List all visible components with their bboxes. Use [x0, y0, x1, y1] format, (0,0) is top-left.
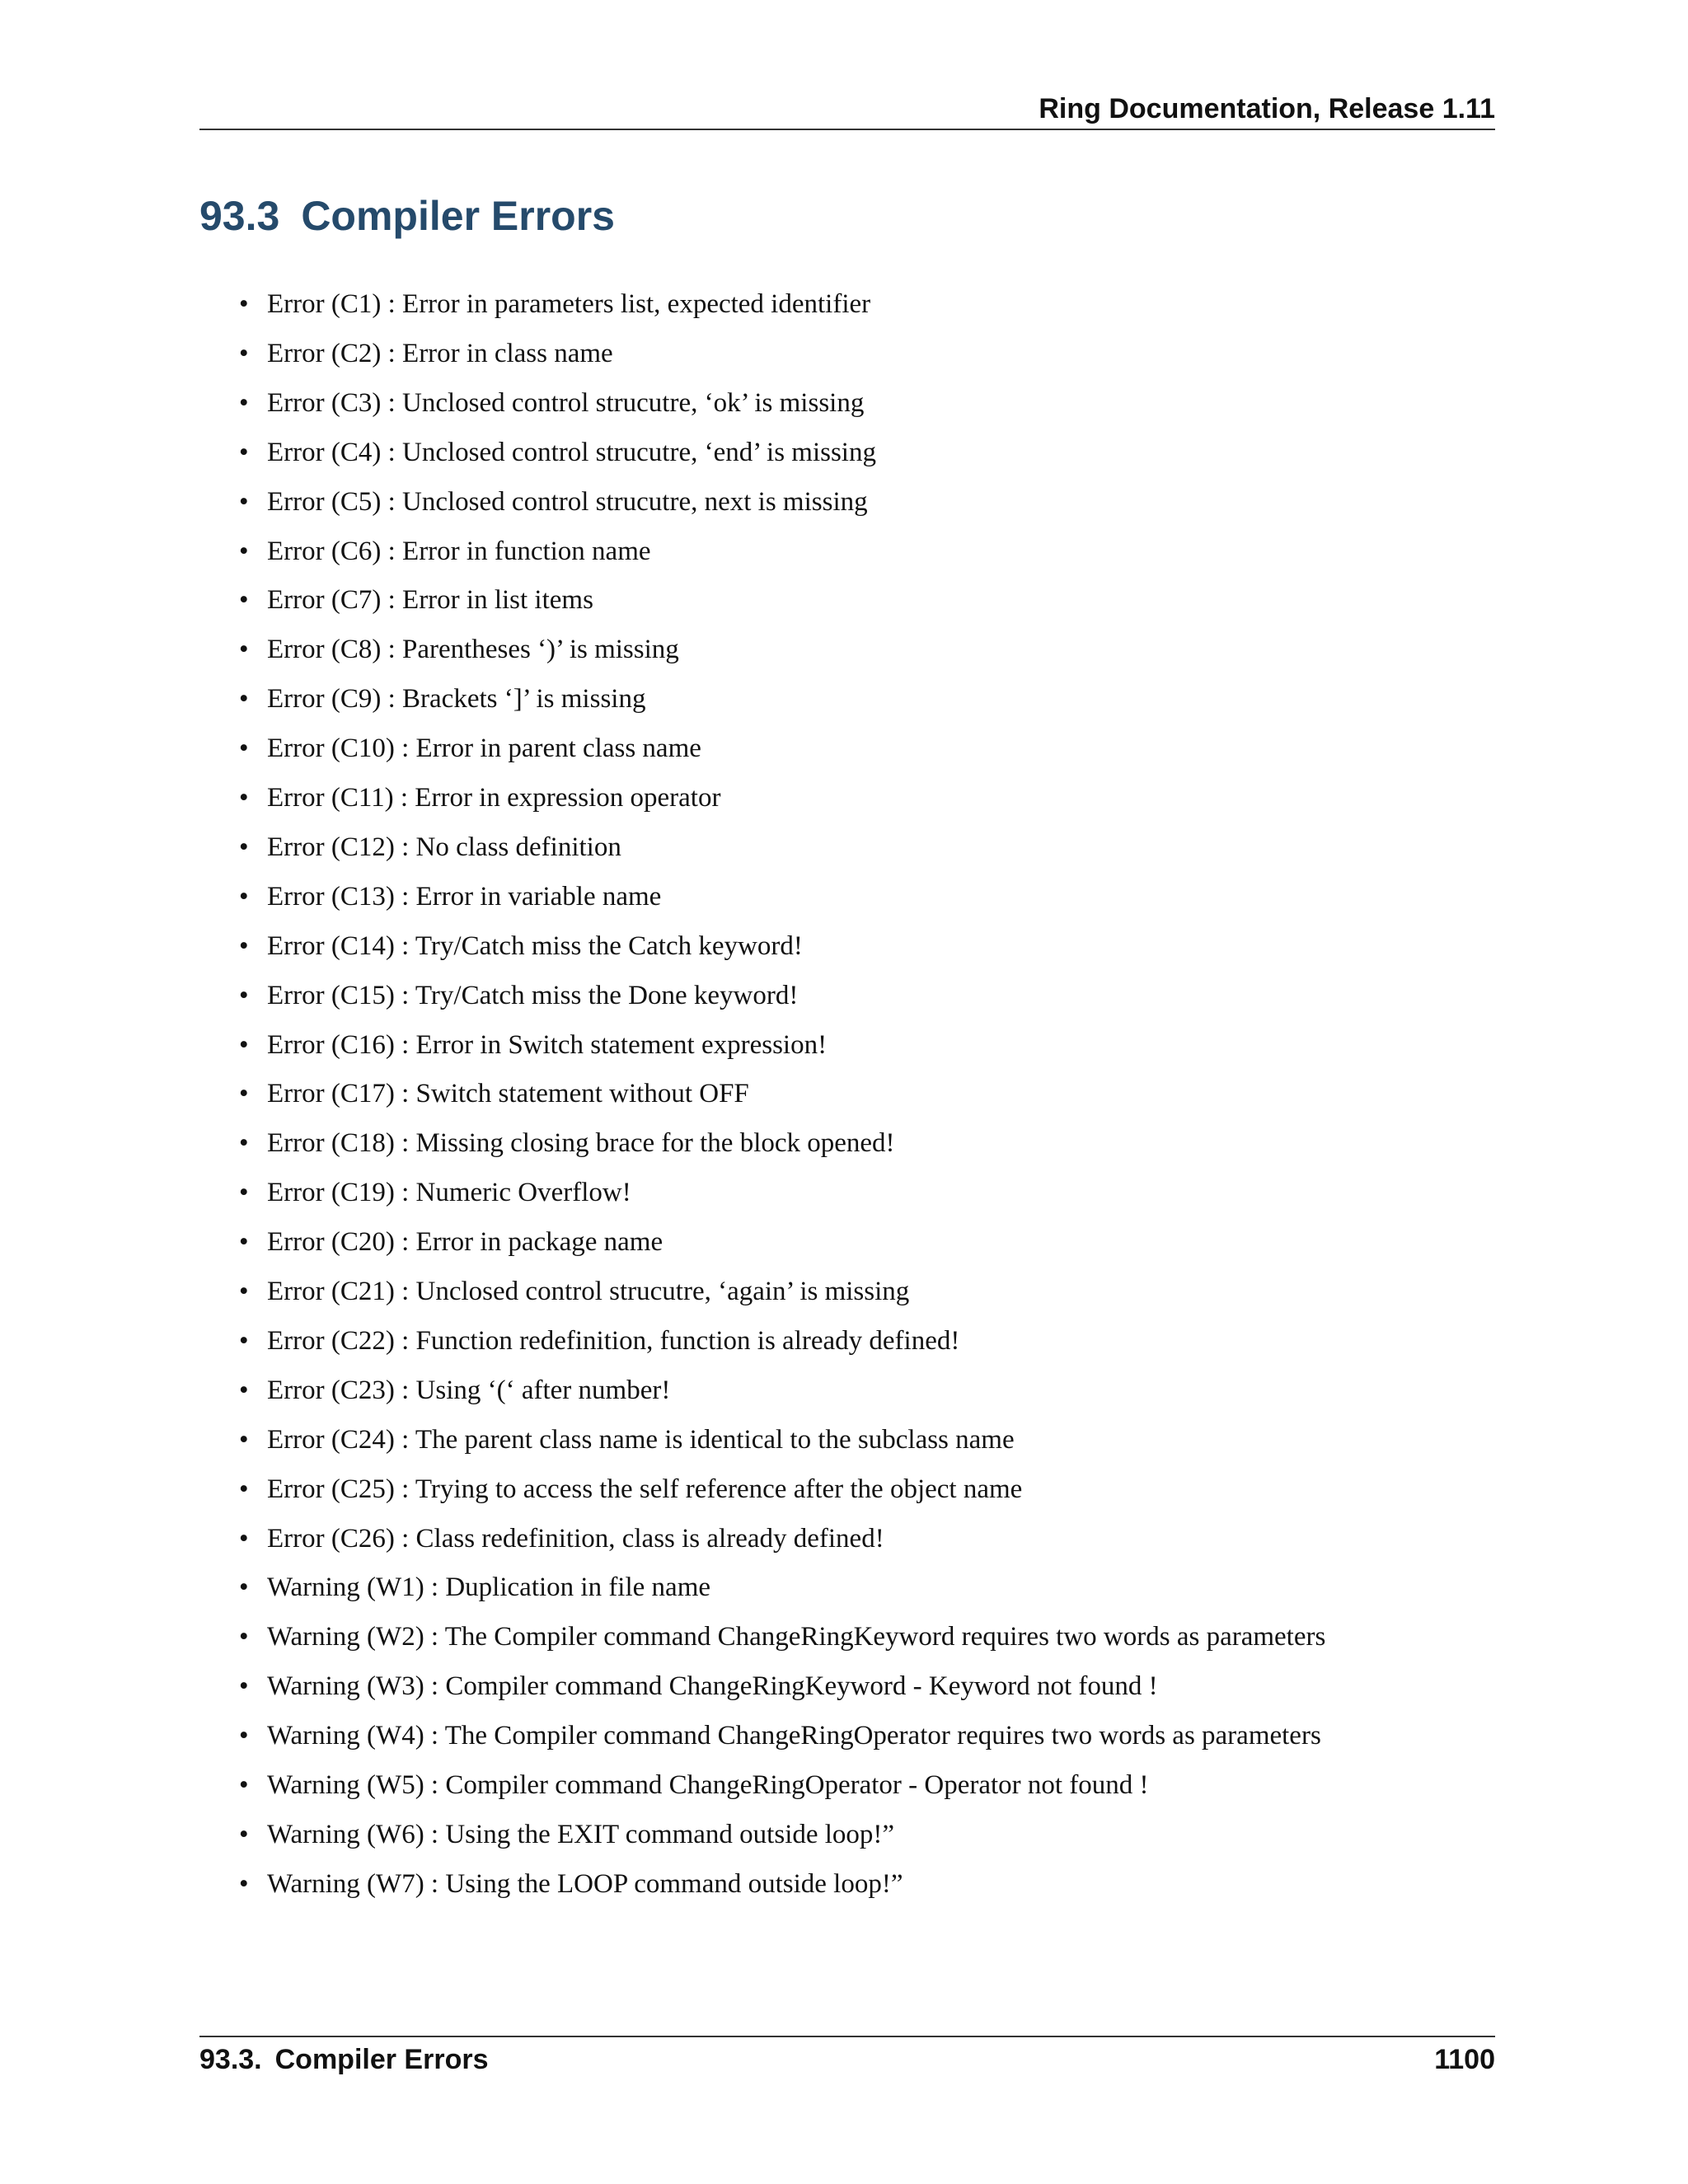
footer-section-number: 93.3.	[199, 2044, 262, 2075]
page-header	[199, 91, 1495, 130]
list-item	[239, 1814, 894, 1855]
bullet-icon: •	[239, 1178, 249, 1207]
list-item	[239, 1863, 903, 1905]
bullet-icon: •	[239, 1820, 249, 1849]
list-item-text: Error (C25) : Trying to access the self reference after the object name	[267, 1474, 1023, 1504]
list-item-text: Error (C9) : Brackets ‘]’ is missing	[267, 684, 646, 714]
list-item	[239, 1666, 1158, 1707]
list-item	[239, 333, 613, 374]
bullet-icon: •	[239, 1277, 249, 1306]
list-item	[239, 975, 798, 1016]
list-item-text: Error (C23) : Using ‘(‘ after number!	[267, 1376, 671, 1405]
page-footer	[199, 2036, 1495, 2082]
list-item-text: Error (C17) : Switch statement without OFF	[267, 1079, 749, 1108]
list-item	[239, 1715, 1321, 1756]
bullet-icon: •	[239, 882, 249, 912]
list-item-text: Error (C8) : Parentheses ‘)’ is missing	[267, 635, 679, 664]
list-item	[239, 629, 679, 670]
bullet-icon: •	[239, 832, 249, 862]
list-item-text: Error (C20) : Error in package name	[267, 1227, 663, 1257]
bullet-icon: •	[239, 1572, 249, 1602]
page-number: 1100	[1434, 2044, 1495, 2075]
section-number: 93.3	[199, 193, 280, 239]
bullet-icon: •	[239, 1227, 249, 1257]
bullet-icon: •	[239, 635, 249, 664]
list-item-text: Error (C16) : Error in Switch statement expression!	[267, 1030, 828, 1060]
list-item	[239, 777, 720, 818]
list-item-text: Error (C5) : Unclosed control strucutre, next is missing	[267, 487, 868, 517]
list-item	[239, 1765, 1149, 1806]
list-item	[239, 876, 661, 917]
list-item	[239, 678, 645, 719]
list-item-text: Error (C6) : Error in function name	[267, 537, 651, 566]
bullet-icon: •	[239, 487, 249, 517]
list-item	[239, 284, 870, 325]
bullet-icon: •	[239, 1869, 249, 1899]
bullet-icon: •	[239, 1376, 249, 1405]
list-item-text: Error (C3) : Unclosed control strucutre, ‘ok’ is missing	[267, 388, 865, 418]
list-item	[239, 481, 868, 523]
list-item	[239, 531, 651, 572]
list-item-text: Warning (W7) : Using the LOOP command outside loop!”	[267, 1869, 903, 1899]
bullet-icon: •	[239, 1425, 249, 1455]
bullet-icon: •	[239, 1326, 249, 1356]
bullet-icon: •	[239, 1079, 249, 1108]
list-item	[239, 382, 864, 424]
bullet-icon: •	[239, 1721, 249, 1750]
list-item	[239, 1518, 884, 1559]
list-item-text: Error (C26) : Class redefinition, class is already defined!	[267, 1524, 884, 1554]
list-item-text: Error (C19) : Numeric Overflow!	[267, 1178, 631, 1207]
bullet-icon: •	[239, 1671, 249, 1701]
list-item-text: Warning (W6) : Using the EXIT command outside loop!”	[267, 1820, 895, 1849]
bullet-icon: •	[239, 931, 249, 961]
bullet-icon: •	[239, 438, 249, 467]
list-item-text: Warning (W4) : The Compiler command ChangeRingOperator requires two words as parameters	[267, 1721, 1321, 1750]
header-title: Ring Documentation, Release 1.11	[1039, 93, 1495, 124]
list-item-text: Error (C21) : Unclosed control strucutre, ‘again’ is missing	[267, 1277, 910, 1306]
bullet-icon: •	[239, 585, 249, 615]
section-heading	[199, 191, 615, 241]
list-item-text: Error (C13) : Error in variable name	[267, 882, 662, 912]
list-item	[239, 728, 701, 769]
bullet-icon: •	[239, 684, 249, 714]
footer-section-title: Compiler Errors	[274, 2044, 489, 2075]
bullet-icon: •	[239, 783, 249, 813]
list-item	[239, 1469, 1022, 1510]
list-item	[239, 1567, 710, 1608]
list-item	[239, 926, 803, 967]
bullet-icon: •	[239, 1622, 249, 1652]
list-item-text: Error (C18) : Missing closing brace for the block opened!	[267, 1128, 895, 1158]
list-item-text: Error (C22) : Function redefinition, function is already defined!	[267, 1326, 960, 1356]
list-item-text: Error (C1) : Error in parameters list, expected identifier	[267, 289, 871, 319]
list-item-text: Warning (W2) : The Compiler command ChangeRingKeyword requires two words as parameters	[267, 1622, 1326, 1652]
list-item	[239, 1370, 670, 1411]
list-item-text: Error (C14) : Try/Catch miss the Catch keyword!	[267, 931, 803, 961]
list-item-text: Warning (W3) : Compiler command ChangeRingKeyword - Keyword not found !	[267, 1671, 1158, 1701]
bullet-icon: •	[239, 388, 249, 418]
section-title: Compiler Errors	[301, 193, 615, 239]
bullet-icon: •	[239, 1524, 249, 1554]
bullet-icon: •	[239, 1030, 249, 1060]
list-item	[239, 579, 593, 621]
list-item	[239, 1122, 895, 1164]
list-item	[239, 1320, 959, 1361]
list-item-text: Error (C24) : The parent class name is identical to the subclass name	[267, 1425, 1015, 1455]
list-item	[239, 1024, 827, 1066]
list-item-text: Warning (W1) : Duplication in file name	[267, 1572, 711, 1602]
bullet-icon: •	[239, 289, 249, 319]
list-item	[239, 1616, 1325, 1657]
bullet-icon: •	[239, 1474, 249, 1504]
bullet-icon: •	[239, 981, 249, 1010]
list-item-text: Error (C10) : Error in parent class name	[267, 733, 701, 763]
list-item	[239, 1419, 1015, 1460]
list-item	[239, 827, 621, 868]
footer-section	[199, 2044, 488, 2076]
list-item	[239, 1221, 663, 1263]
list-item-text: Error (C2) : Error in class name	[267, 339, 613, 368]
list-item-text: Warning (W5) : Compiler command ChangeRingOperator - Operator not found !	[267, 1770, 1149, 1800]
list-item	[239, 1073, 749, 1114]
list-item-text: Error (C4) : Unclosed control strucutre, ‘end’ is missing	[267, 438, 876, 467]
list-item	[239, 432, 876, 473]
list-item	[239, 1172, 631, 1213]
bullet-icon: •	[239, 537, 249, 566]
bullet-icon: •	[239, 1770, 249, 1800]
list-item	[239, 1271, 909, 1312]
list-item-text: Error (C15) : Try/Catch miss the Done keyword!	[267, 981, 799, 1010]
bullet-icon: •	[239, 733, 249, 763]
bullet-icon: •	[239, 1128, 249, 1158]
list-item-text: Error (C7) : Error in list items	[267, 585, 593, 615]
bullet-icon: •	[239, 339, 249, 368]
list-item-text: Error (C11) : Error in expression operator	[267, 783, 721, 813]
list-item-text: Error (C12) : No class definition	[267, 832, 621, 862]
